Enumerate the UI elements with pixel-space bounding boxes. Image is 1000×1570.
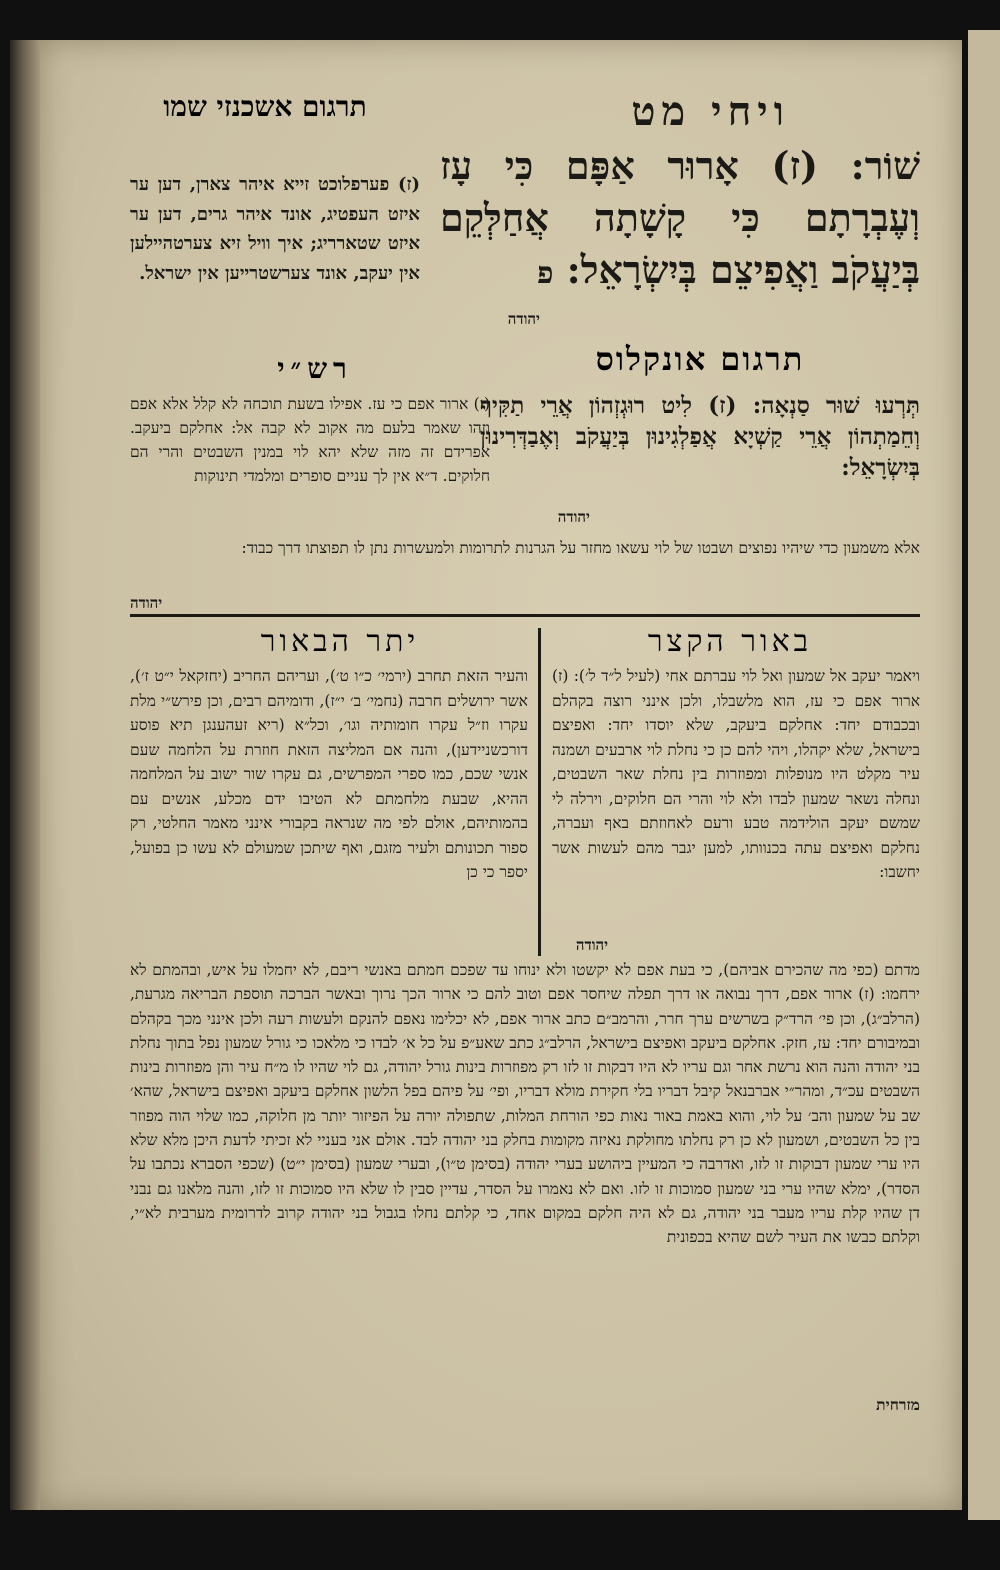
onkelos-text: תְּרְעוּ שׁוּר סַנְאָה: (ז) לִיט רוּגְזְהוֹן אֲרֵי תַקִּיף וְחֵמַתְהוֹן אֲרֵי קַשְׁיָא אֲפַלְגִינוּן בְּיַעֲקֹב וְאֶבַדְּרִינוּן בְּיִשְׂרָאֵל:	[480, 392, 920, 481]
targum-ashkenazi-text: (ז) פערפלוכט זייא איהר צארן, דען ער איזט העפטיג, אונד איהר גרים, דען ער איזט שטארריג; איך וויל זיא צערטהיילען אין יעקב, אונד צערשטרייען אין ישראל.	[130, 174, 420, 284]
yeter-habiur-title: יתר הבאור	[260, 624, 420, 659]
torah-verse	[440, 140, 920, 300]
verse-signature: יהודה	[507, 310, 540, 328]
biur-katzar-title: באור הקצר	[647, 624, 813, 659]
book-binding	[10, 40, 44, 1510]
catchword: מזרחית	[876, 1395, 920, 1414]
facing-page-edge	[968, 30, 1000, 1520]
yeter-habiur-text: והעיר הזאת תחרב (ירמי׳ כ״ו ט׳), ועריהם החריב (יחזקאל י״ט ז׳), אשר ירושלים חרבה (נחמי׳ ב׳ י״ז), ודומיהם רבים, וכן פירש״י מלת עקרו וז״ל עקרו חומותיה וגו׳, וכל״א (ריא זעהענגן תיא פוסע דורכשניידען), והנה אם המליצה הזאת חוזרת על הלחמה שעם אנשי שכם, כמו ספרי המפרשים, גם עקרו שור ישוב על המלחמה ההיא, שבעת מלחמתם לא הטיבו ידם מכלע, אנשים עם בהמותיהם, אולם לפי מה שנראה בקבורי אינני מאמר החלטי, רק ספור תכונותם ולעיר מזגם, ואף שיתכן שמעולם לא עשו כן בפועל, יספר כי כן	[130, 667, 528, 881]
rashi-title: רש״י	[277, 352, 353, 385]
rashi-signature: יהודה	[130, 594, 163, 612]
parasha-pe-marker: פ	[537, 256, 554, 291]
rashi-text: (ז) ארור אפם כי עז. אפילו בשעת תוכחה לא קלל אלא אפם וזהו שאמר בלעם מה אקוב לא קבה אל: אחלקם ביעקב. אפרידם זה מזה שלא יהא לוי במנין השבטים והרי הם חלוקים. ד״א אין לך עניים סופרים ומלמדי תינוקות	[130, 395, 490, 485]
yeter-habiur-continuation: מדתם (כפי מה שהכירם אביהם), כי בעת אפם לא יקשטו ולא ינוחו עד שפכם חמתם באנשי ריבם, לא יחמלו על איש, ובהמתם לא ירחמו: (ז) ארור אפם, דרך נבואה או דרך תפלה שיחסר אפם וטוב להם כי ארור הכך נרוך ובאשר הברכה תוספת הבריאה מגרעת, (הרלב״ג), וכן פי׳ הרד״ק בשרשים ערך חרר, והרמב״ם כתב ארור אפם, לא יכלימו נאפם להנקם ולעשות רעה ולכן אינני מכך בקהלם ובמיבורם יחד: עז, חזק. אחלקם ביעקב ואפיצם בישראל, הרלב״ג כתב שאע״פ על כל א׳ לבדו כי מלאכו כי גורל שמעון נפל בתוך נחלת בני יהודה והנה הוא נרשת אחר וגם עריו לא היו דבקות זו לזו רק מפוזרות בינות גורל יהודה, גם לוי שהיו לו מ״ח עיר והן מפוזרות בינות השבטים עכ״ד, ומהר״י אברבנאל קיבל דבריו בלי חקירת מולא דבריו, ופי׳ על פיהם בפל הלשון אחלקם ביעקב ואפיצם בישראל, שהא׳ שב על שמעון והב׳ על לוי, והוא באמת באור נאות כפי הורחת המלות, שתפולה יורה על הפיזור יותר מן חלוקה, כמו שלוי הוה מפוזר בין כל השבטים, ושמעון לא כן רק נחלתו מחולקת נאיזה מקומות בחלק בני יהודה לבד. אולם אני בעניי לא זכיתי לדעת היכן מלא שלא היו ערי שמעון דבוקות זו לזו, ואדרבה כי המעיין ביהושע בערי יהודה (בסימן ט״ו), ובערי שמעון (בסימן י״ט) (שכפי הסברא נכתבו על הסדר), ימלא שהיו ערי בני שמעון סמוכות זו לזו. ואם לא נאמרו על הסדר, עדיין סבין לו שלא היו סמוכות זו לזו, והנה מלאנו גם נבני דן שהיו קלת עריו מעבר בני יהודה, גם לא היה חלקם במקום אחד, כי קלתם נחלו בגבול בני יהודה קרוב לדרומית מערבית לא״י, וקלתם כבשו את העיר לשם שהיא בכפונית	[130, 961, 920, 1247]
onkelos-title: תרגום אונקלוס	[595, 340, 805, 378]
parsha-header: ויחי מט	[631, 88, 790, 135]
column-divider	[538, 628, 541, 956]
biur-katzar-signature: יהודה	[575, 936, 609, 954]
section-divider	[130, 614, 920, 617]
targum-ashkenazi-title: תרגום אשכנזי שמו	[163, 90, 367, 123]
onkelos-signature: יהודה	[557, 508, 590, 526]
biur-katzar-text: ויאמר יעקב אל שמעון ואל לוי עברתם אחי (לעיל ל״ד ל׳): (ז) ארור אפם כי עז, הוא מלשבלו, ולכן אינני רוצה בקהלם ובכבודם יחד: אחלקם ביעקב, שלא יוסדו יחד: ואפיצם בישראל, שלא יקהלו, ויהי להם כן כי נחלת לוי ארבעים ושמנה עיר מקלט היו מנופלות ומפוזרות בין נחלת שאר השבטים, ונחלה נשאר שמעון לבדו ולא לוי והרי הם חלוקים, וירלה לי שמשם יעקב הולידמה טבע ורעם לאחוזתם באף ועברה, נחלקם ואפיצם עתה בכנוותו, למען יגבר מהם לעשות אשר יחשבו:	[552, 667, 920, 881]
rashi-continuation: אלא משמעון כדי שיהיו נפוצים ושבטו של לוי עשאו מחזר על הגרנות לתרומות ולמעשרות נתן לו תפוצתו דרך כבוד:	[241, 539, 920, 557]
verse-text: שׁוֹר: (ז) אָרוּר אַפָּם כִּי עָז וְעֶבְרָתָם כִּי קָשָׁתָה אֲחַלְּקֵם בְּיַעֲקֹב וַאֲפִיצֵם בְּיִשְׂרָאֵל:	[440, 143, 920, 292]
